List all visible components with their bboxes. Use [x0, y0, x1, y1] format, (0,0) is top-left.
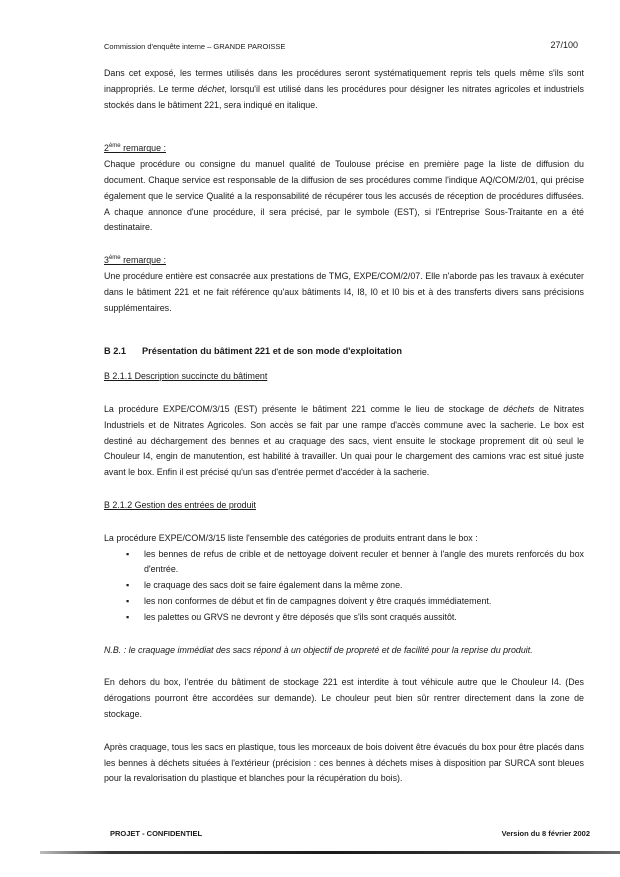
spacer [104, 723, 584, 740]
list-item: ▪ les palettes ou GRVS ne devront y être déposés que s'ils sont craqués aussitôt. [126, 610, 584, 626]
document-body [104, 66, 584, 787]
spacer [104, 236, 584, 253]
spacer [104, 658, 584, 675]
section-number: B 2.1 [104, 346, 126, 357]
header-title: Commission d'enquête interne – GRANDE PAROISSE [104, 42, 286, 51]
remark-3-heading: 3ème remarque : [104, 255, 166, 266]
spacer [104, 113, 584, 141]
intro-emphasis: déchet [197, 83, 225, 94]
list-item: ▪ les bennes de refus de crible et de nettoyage doivent reculer et benner à l'angle des murets renforcés du box d'entrée. [126, 547, 584, 579]
footer-version: Version du 8 février 2002 [501, 829, 590, 838]
vehicle-access-paragraph: En dehors du box, l'entrée du bâtiment de stockage 221 est interdite à tout véhicule autre que le Chouleur I4. (Des dérogations pourront être accordées sur demande). Le chouleur peut bien sûr rentrer directement dans la zone de stockage. [104, 677, 584, 719]
list-item: ▪ les non conformes de début et fin de campagnes doivent y être craqués immédiatement. [126, 594, 584, 610]
remark-2-heading: 2ème remarque : [104, 143, 166, 154]
spacer [104, 360, 584, 369]
page-header [104, 40, 584, 54]
spacer [104, 481, 584, 498]
subsection-1-emphasis: déchets [503, 403, 535, 414]
waste-disposal-paragraph: Après craquage, tous les sacs en plastique, tous les morceaux de bois doivent être évacués du box pour être placés dans les bennes à déchets situées à l'extérieur (précision : ces bennes à déchets mises à disposition par SURCA sont bleues pour la revalorisation du plastique et blanches pour la récupération du bois). [104, 741, 584, 784]
intro-paragraph: Dans cet exposé, les termes utilisés dans les procédures seront systématiquement repris tels quels même s'ils sont inappropriés. Le terme déchet, lorsqu'il est utilisé dans les procédures pour désigner les nitrates agricoles et industriels stockés dans le bâtiment 221, sera indiqué en italique. [104, 68, 584, 110]
nb-note: N.B. : le craquage immédiat des sacs répond à un objectif de propreté et de facilité pour la reprise du produit. [104, 644, 533, 655]
product-category-list [104, 547, 584, 626]
subsection-1-heading: B 2.1.1 Description succincte du bâtiment [104, 371, 268, 382]
spacer [104, 385, 584, 402]
subsection-2-intro: La procédure EXPE/COM/3/15 liste l'ensemble des catégories de produits entrant dans le box : [104, 532, 478, 543]
page-footer [104, 829, 598, 843]
spacer [104, 316, 584, 344]
page-number: 27/100 [550, 40, 578, 50]
list-item: ▪ le craquage des sacs doit se faire également dans la même zone. [126, 578, 584, 594]
subsection-2-heading: B 2.1.2 Gestion des entrées de produit [104, 499, 256, 510]
section-heading [104, 344, 584, 360]
section-title: Présentation du bâtiment 221 et de son mode d'exploitation [142, 346, 402, 357]
remark-3-text: Une procédure entière est consacrée aux prestations de TMG, EXPE/COM/2/07. Elle n'aborde pas les travaux à exécuter dans le bâtiment 221 et ne fait référence qu'aux bâtiments I4, I8, I0 et I0 bis et à des transferts divers sans précisions supplémentaires. [104, 270, 584, 313]
footer-rule [40, 851, 620, 854]
subsection-1-text: La procédure EXPE/COM/3/15 (EST) présente le bâtiment 221 comme le lieu de stockage de déchets de Nitrates Industriels et de Nitrates Agricoles. Son accès se fait par une rampe d'accès commune avec la sacherie. Le box est destiné au déchargement des bennes et au craquage des sacs, vient ensuite le stockage proprement dit où seul le Chouleur I4, engin de manutention, est habilité à travailler. Un quai pour le chargement des camions vrac est situé juste avant le box. Enfin il est précisé qu'un sas d'entrée permet d'accéder à la sacherie. [104, 403, 584, 478]
footer-confidential: PROJET - CONFIDENTIEL [110, 829, 203, 838]
remark-2-text: Chaque procédure ou consigne du manuel qualité de Toulouse précise en première page la liste de diffusion du document. Chaque service est responsable de la diffusion de ses procédures comme l'indique AQ/COM/2/01, qui précise également que le service Qualité a la responsabilité de récupérer tous les accusés de réception de procédures diffusées. A chaque annonce d'une procédure, il sera précisé, par le symbole (EST), si l'Entreprise Sous-Traitante en a été destinataire. [104, 159, 584, 233]
spacer [104, 626, 584, 643]
spacer [104, 514, 584, 531]
